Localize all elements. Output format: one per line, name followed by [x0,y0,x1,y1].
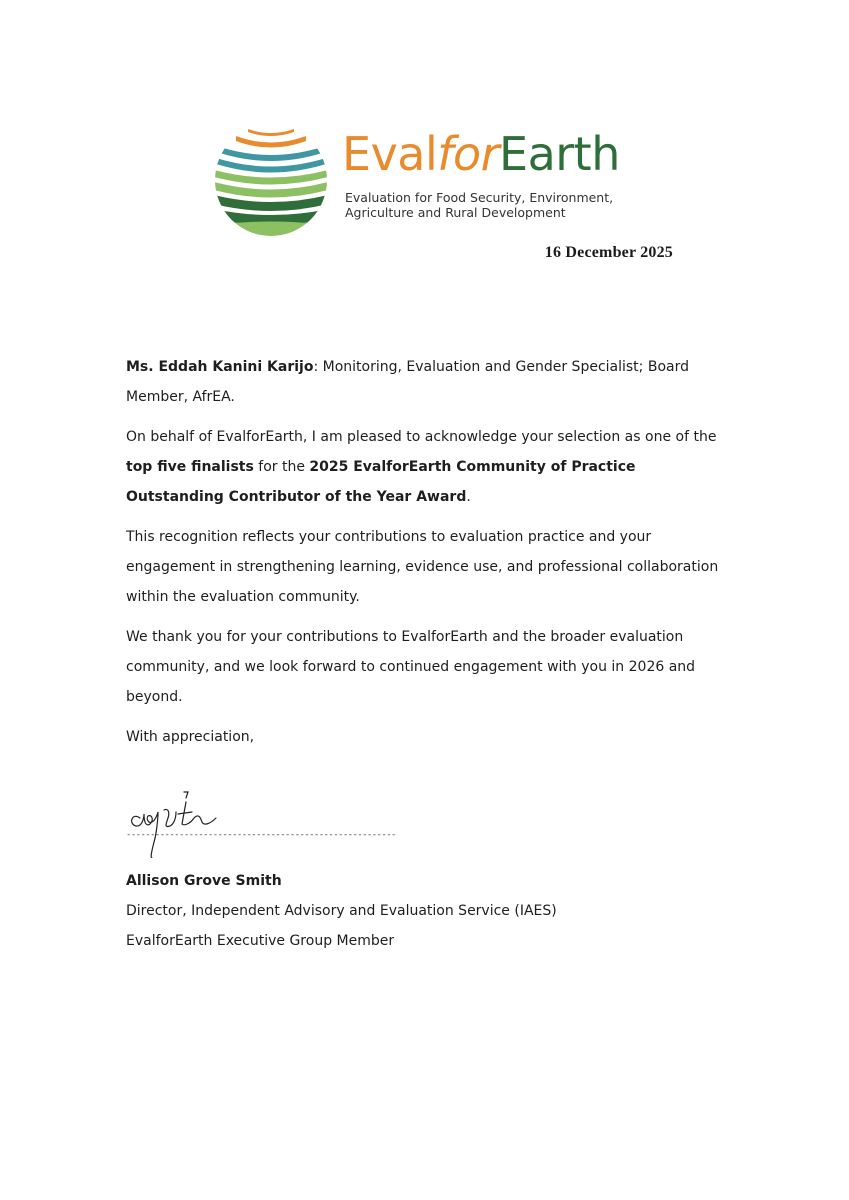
recipient-line [126,352,724,412]
paragraph1-award-name: 2025 EvalforEarth Community of Practice Outstanding Contributor of the Year Award [126,459,636,505]
logo-word-earth: Earth [499,127,620,181]
logo-tagline-line2: Agriculture and Rural Development [345,205,566,220]
logo-wordmark [342,128,620,180]
signature-line: -------------------------------------------------------- [126,830,396,840]
paragraph-recognition: This recognition reflects your contributions to evaluation practice and your engagement in strengthening learning, evidence use, and professional collaboration within the evaluation community. [126,529,719,605]
evalforearth-emblem-icon [214,123,328,237]
paragraph-acknowledgement [126,422,724,512]
signer-group: EvalforEarth Executive Group Member [126,933,395,949]
paragraph1-bold-a: top five finalists [126,459,254,475]
letter-body [126,352,724,762]
logo-word-eval: Eval [342,127,438,181]
letter-date: 16 December 2025 [544,244,673,261]
paragraph1-text-c: . [466,489,471,505]
signer-name: Allison Grove Smith [126,873,282,889]
paragraph1-text-a: On behalf of EvalforEarth, I am pleased to acknowledge your selection as one of the [126,429,717,445]
signer-role: Director, Independent Advisory and Evaluation Service (IAES) [126,903,557,919]
handwritten-signature-icon [124,778,254,858]
signature-block [124,778,404,858]
paragraph-thanks: We thank you for your contributions to EvalforEarth and the broader evaluation community, and we look forward to continued engagement with you in 2026 and beyond. [126,629,696,705]
recipient-title: : Monitoring, Evaluation and Gender Specialist; Board Member, AfrEA. [126,359,689,405]
logo-word-for: for [437,127,500,181]
paragraph1-text-b: for the [253,459,310,475]
recipient-name: Ms. Eddah Kanini Karijo [126,359,314,375]
logo-tagline [345,190,613,220]
evalforearth-logo [214,120,634,240]
logo-tagline-line1: Evaluation for Food Security, Environment, [345,190,614,205]
signer-info [126,866,557,956]
closing-line: With appreciation, [126,729,255,745]
